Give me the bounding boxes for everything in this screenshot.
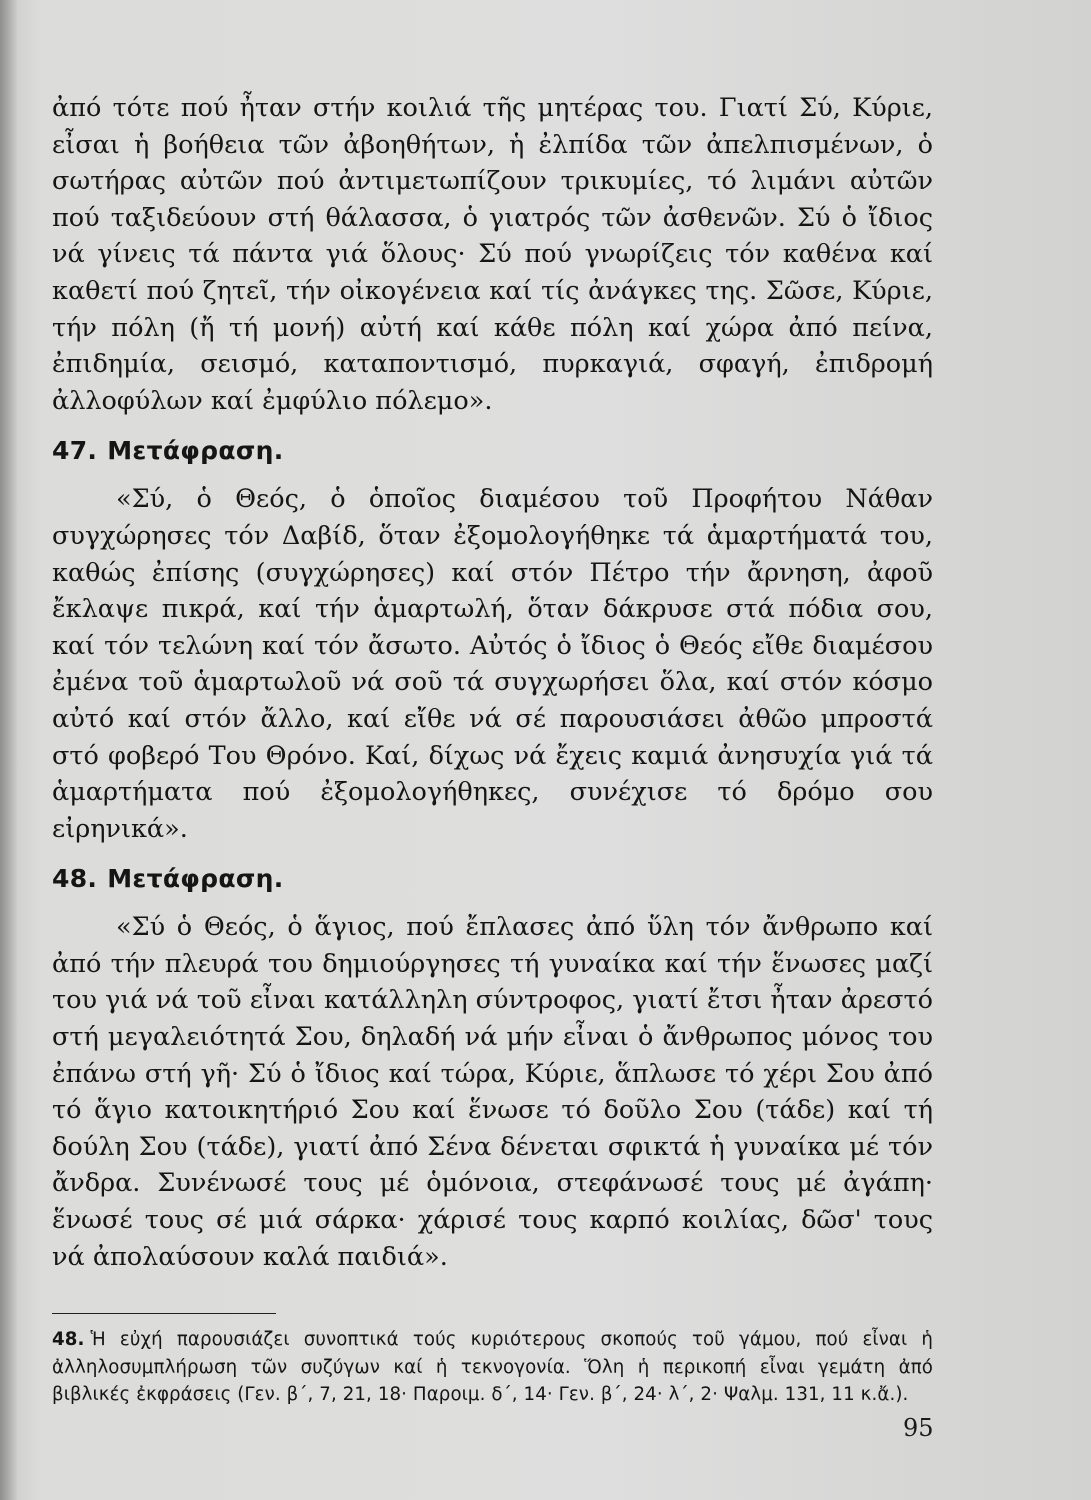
section-47-title: Μετάφραση. bbox=[107, 436, 284, 466]
page-number: 95 bbox=[903, 1414, 934, 1442]
spine-shadow bbox=[0, 0, 18, 1500]
section-48-heading bbox=[52, 861, 933, 897]
section-48-number: 48. bbox=[52, 864, 98, 894]
intro-paragraph: ἀπό τότε πού ἦταν στήν κοιλιά τῆς μητέρας του. Γιατί Σύ, Κύριε, εἶσαι ἡ βοήθεια τῶν ἀβοηθήτων, ἡ ἐλπίδα τῶν ἀπελπισμένων, ὁ σωτήρας αὐτῶν πού ἀντιμετωπίζουν τρικυμίες, τό λιμάνι αὐτῶν πού ταξιδεύουν στή θάλασσα, ὁ γιατρός τῶν ἀσθενῶν. Σύ ὁ ἴδιος νά γίνεις τά πάντα γιά ὅλους· Σύ πού γνωρίζεις τόν καθένα καί καθετί πού ζητεῖ, τήν οἰκογένεια καί τίς ἀνάγκες της. Σῶσε, Κύριε, τήν πόλη (ἤ τή μονή) αὐτή καί κάθε πόλη καί χώρα ἀπό πείνα, ἐπιδημία, σεισμό, καταποντισμό, πυρκαγιά, σφαγή, ἐπιδρομή ἀλλοφύλων καί ἐμφύλιο πόλεμο». bbox=[52, 93, 933, 416]
section-47-text: «Σύ, ὁ Θεός, ὁ ὁποῖος διαμέσου τοῦ Προφήτου Νάθαν συγχώρησες τόν Δαβίδ, ὅταν ἐξομολογήθηκε τά ἁμαρτήματά του, καθώς ἐπίσης (συγχώρησες) καί στόν Πέτρο τήν ἄρνηση, ἀφοῦ ἔκλαψε πικρά, καί τήν ἁμαρτωλή, ὅταν δάκρυσε στά πόδια σου, καί τόν τελώνη καί τόν ἄσωτο. Αὐτός ὁ ἴδιος ὁ Θεός εἴθε διαμέσου ἐμένα τοῦ ἁμαρτωλοῦ νά σοῦ τά συγχωρήσει ὅλα, καί στόν κόσμο αὐτό καί στόν ἄλλο, καί εἴθε νά σέ παρουσιάσει ἀθῶο μπροστά στό φοβερό Του Θρόνο. Καί, δίχως νά ἔχεις καμιά ἀνησυχία γιά τά ἁμαρτήματα πού ἐξομολογήθηκες, συνέχισε τό δρόμο σου εἰρηνικά». bbox=[52, 484, 933, 844]
footnote-divider bbox=[52, 1313, 276, 1314]
section-48-text: «Σύ ὁ Θεός, ὁ ἅγιος, πού ἔπλασες ἀπό ὕλη τόν ἄνθρωπο καί ἀπό τήν πλευρά του δημιούργησες τή γυναίκα καί τήν ἕνωσες μαζί του γιά νά τοῦ εἶναι κατάλληλη σύντροφος, γιατί ἔτσι ἦταν ἀρεστό στή μεγαλειότητά Σου, δηλαδή νά μήν εἶναι ὁ ἄνθρωπος μόνος του ἐπάνω στή γῆ· Σύ ὁ ἴδιος καί τώρα, Κύριε, ἅπλωσε τό χέρι Σου ἀπό τό ἅγιο κατοικητήριό Σου καί ἕνωσε τό δοῦλο Σου (τάδε) καί τή δούλη Σου (τάδε), γιατί ἀπό Σένα δένεται σφικτά ἡ γυναίκα μέ τόν ἄνδρα. Συνένωσέ τους μέ ὁμόνοια, στεφάνωσέ τους μέ ἀγάπη· ἕνωσέ τους σέ μιά σάρκα· χάρισέ τους καρπό κοιλίας, δῶσ' τους νά ἀπολαύσουν καλά παιδιά». bbox=[52, 912, 933, 1272]
section-47-heading bbox=[52, 433, 933, 469]
footnote-text: Ἡ εὐχή παρουσιάζει συνοπτικά τούς κυριότερους σκοπούς τοῦ γάμου, πού εἶναι ἡ ἀλληλοσυμπλήρωση τῶν συζύγων καί ἡ τεκνογονία. Ὅλη ἡ περικοπή εἶναι γεμάτη ἀπό βιβλικές ἐκφράσεις (Γεν. β΄, 7, 21, 18· Παροιμ. δ΄, 14· Γεν. β΄, 24· λ΄, 2· Ψαλμ. 131, 11 κ.ἄ.). bbox=[52, 1329, 933, 1406]
section-47-number: 47. bbox=[52, 436, 98, 466]
footnote-number: 48. bbox=[52, 1329, 85, 1351]
footnote bbox=[52, 1326, 933, 1409]
section-48-title: Μετάφραση. bbox=[107, 864, 284, 894]
